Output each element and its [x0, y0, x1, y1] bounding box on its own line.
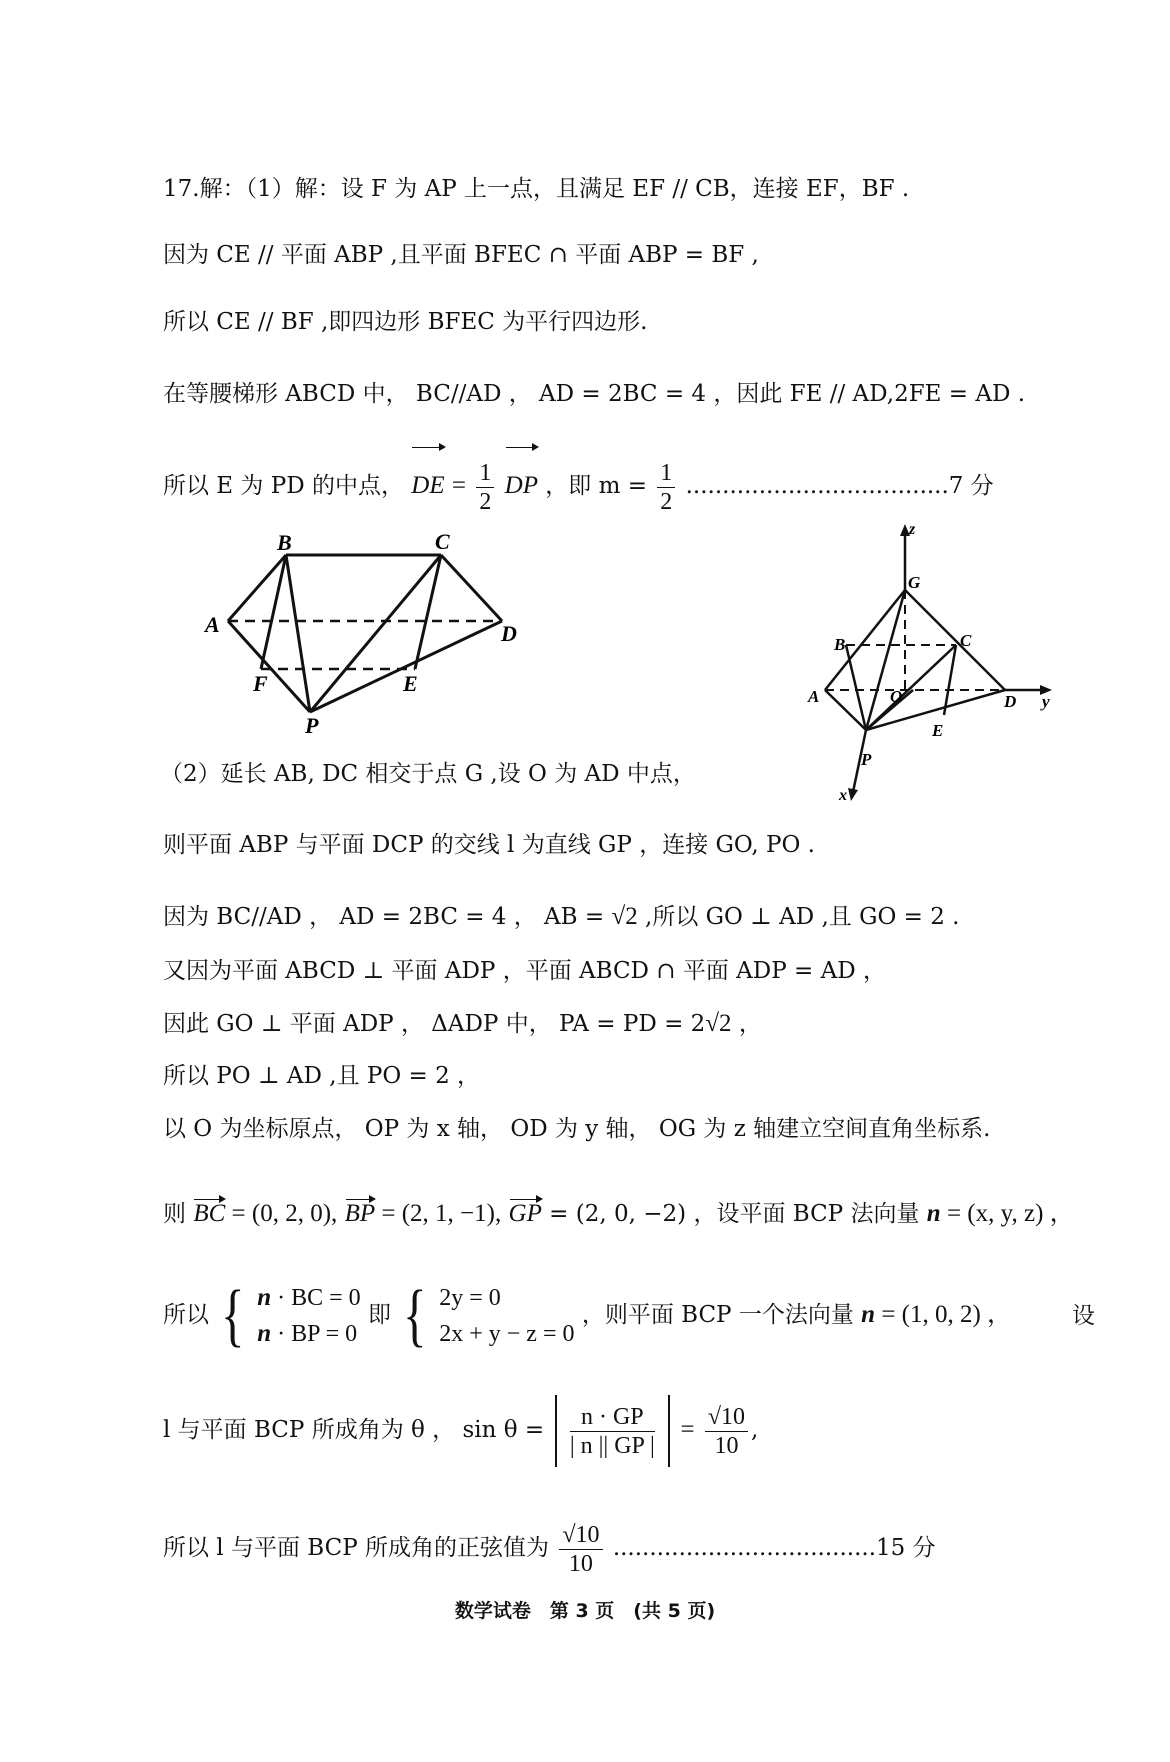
part2-line-7: 以 O 为坐标原点， OP 为 x 轴， OD 为 y 轴， OG 为 z 轴建立空间直角坐标系. [163, 1116, 991, 1142]
part2-line-8 [163, 1198, 1075, 1230]
sin-numerator: n · GP [570, 1403, 655, 1432]
fig1-label-c: C [435, 529, 450, 554]
go-perp-text: ,所以 GO ⊥ AD ,且 GO = 2 . [637, 904, 960, 930]
m-equals-text: ，即 m = [545, 473, 647, 499]
sqrt-two-2: √2 [705, 1010, 732, 1037]
comma: ， [731, 1011, 762, 1037]
part2-line-3 [163, 901, 959, 933]
part2-line-6: 所以 PO ⊥ AD ,且 PO = 2 ， [163, 1063, 481, 1089]
answer-num: √10 [559, 1521, 602, 1550]
fig2-label-g: G [908, 573, 921, 592]
part2-line-10 [163, 1390, 758, 1470]
m-denominator: 2 [660, 488, 673, 515]
gp-value: = (2, 0, −2) ，设平面 BCP 法向量 [541, 1201, 920, 1227]
part1-line-3: 所以 CE // BF ,即四边形 BFEC 为平行四边形. [163, 309, 648, 335]
sys2-eq-a: 2y = 0 [439, 1285, 501, 1311]
abs-bar-left [555, 1395, 557, 1467]
vector-bc: BC [193, 1198, 225, 1230]
part2-line-2: 则平面 ABP 与平面 DCP 的交线 l 为直线 GP ，连接 GO, PO . [163, 832, 815, 858]
then-text: 则 [163, 1201, 186, 1227]
fig1-label-d: D [501, 621, 517, 646]
given-text: 因为 BC//AD ， AD = 2BC = 4 ， AB = [163, 904, 612, 930]
x-arrow-icon [848, 788, 858, 801]
left-brace-2: { [403, 1277, 427, 1354]
fig1-label-f: F [253, 671, 268, 696]
score-7: ....................................7 分 [685, 473, 994, 499]
ji-text: 即 [368, 1302, 391, 1328]
fig2-label-e: E [932, 721, 944, 740]
sin-equals: = [680, 1416, 695, 1443]
equals-sign: = [451, 472, 467, 499]
sin-denominator: | n || GP | [569, 1432, 655, 1459]
m-fraction [657, 459, 675, 516]
half-fraction [476, 459, 494, 516]
vector-de: DE [411, 446, 444, 526]
fig2-label-z: z [909, 521, 916, 538]
part2-line-5 [163, 1008, 762, 1040]
half-denominator: 2 [479, 488, 492, 515]
sqrt-two: √2 [611, 903, 638, 930]
fig1-label-b: B [277, 530, 292, 555]
sin-result-den: 10 [714, 1432, 739, 1459]
answer-den: 10 [568, 1550, 593, 1577]
vector-dp: DP [505, 446, 538, 526]
part1-line-5 [163, 446, 994, 526]
she-text: 设 [1072, 1303, 1095, 1329]
fig1-label-a: A [205, 612, 220, 637]
sin-text: l 与平面 BCP 所成角为 θ ， sin θ = [163, 1417, 545, 1443]
midpoint-text: 所以 E 为 PD 的中点， [163, 473, 404, 499]
sin-fraction [570, 1403, 655, 1460]
part1-line-2: 因为 CE // 平面 ABP ,且平面 BFEC ∩ 平面 ABP = BF , [163, 242, 759, 268]
fig2-label-p: P [861, 750, 872, 769]
sys1-n-a: n [257, 1284, 272, 1311]
trapezoid-figure [195, 525, 525, 740]
normal-n-2: n [861, 1301, 876, 1328]
normal-xyz: = (x, y, z) ， [940, 1200, 1075, 1227]
bc-value: = (0, 2, 0), [225, 1200, 338, 1227]
system-2 [439, 1280, 574, 1352]
coordinate-figure [780, 520, 1080, 805]
conclusion-text: 所以 l 与平面 BCP 所成角的正弦值为 [163, 1535, 550, 1561]
sin-result-num: √10 [705, 1403, 748, 1432]
vector-gp: GP [509, 1198, 542, 1230]
part2-line-9 [163, 1275, 1012, 1355]
m-numerator: 1 [657, 459, 675, 488]
abs-bar-right [668, 1395, 670, 1467]
sys1-n-b: n [257, 1320, 272, 1347]
fig2-label-a: A [808, 687, 820, 706]
sin-comma: , [751, 1417, 759, 1443]
answer-fraction [559, 1521, 602, 1578]
fig2-label-x: x [839, 787, 847, 804]
go-plane-text: 因此 GO ⊥ 平面 ADP ， ΔADP 中， PA = PD = 2 [163, 1011, 706, 1037]
part1-line-4: 在等腰梯形 ABCD 中， BC//AD ， AD = 2BC = 4 ，因此 FE // AD,2FE = AD . [163, 381, 1026, 407]
half-numerator: 1 [476, 459, 494, 488]
fig2-label-d: D [1004, 692, 1017, 711]
system-1 [257, 1280, 360, 1352]
fig1-label-p: P [305, 713, 319, 738]
part2-line-11 [163, 1508, 936, 1588]
sys2-eq-b: 2x + y − z = 0 [439, 1321, 575, 1347]
normal-text: ，则平面 BCP 一个法向量 [581, 1302, 854, 1328]
left-brace-1: { [221, 1277, 245, 1354]
sin-result [705, 1403, 748, 1460]
score-15: ....................................15 分 [612, 1535, 936, 1561]
bp-value: = (2, 1, −1), [375, 1200, 502, 1227]
page-footer: 数学试卷 第 3 页 (共 5 页) [454, 1600, 716, 1622]
vector-bp: BP [345, 1198, 376, 1230]
normal-n: n [926, 1200, 941, 1227]
part2-line-4: 又因为平面 ABCD ⊥ 平面 ADP ，平面 ABCD ∩ 平面 ADP = AD ， [163, 958, 886, 984]
so-text: 所以 [163, 1302, 209, 1328]
sys1-eq-a: · BC = 0 [277, 1285, 361, 1311]
fig2-label-c: C [960, 631, 972, 650]
fig2-label-o: O [890, 687, 903, 706]
sys1-eq-b: · BP = 0 [277, 1321, 358, 1347]
fig1-label-e: E [403, 671, 418, 696]
part1-line-1: 17.解：（1）解：设 F 为 AP 上一点，且满足 EF // CB，连接 EF，BF . [163, 176, 910, 202]
fig2-label-b: B [834, 635, 846, 654]
normal-value: = (1, 0, 2) ， [875, 1301, 1013, 1328]
fig2-label-y: y [1042, 692, 1050, 711]
part2-line-1: （2）延长 AB, DC 相交于点 G ,设 O 为 AD 中点， [160, 761, 696, 787]
